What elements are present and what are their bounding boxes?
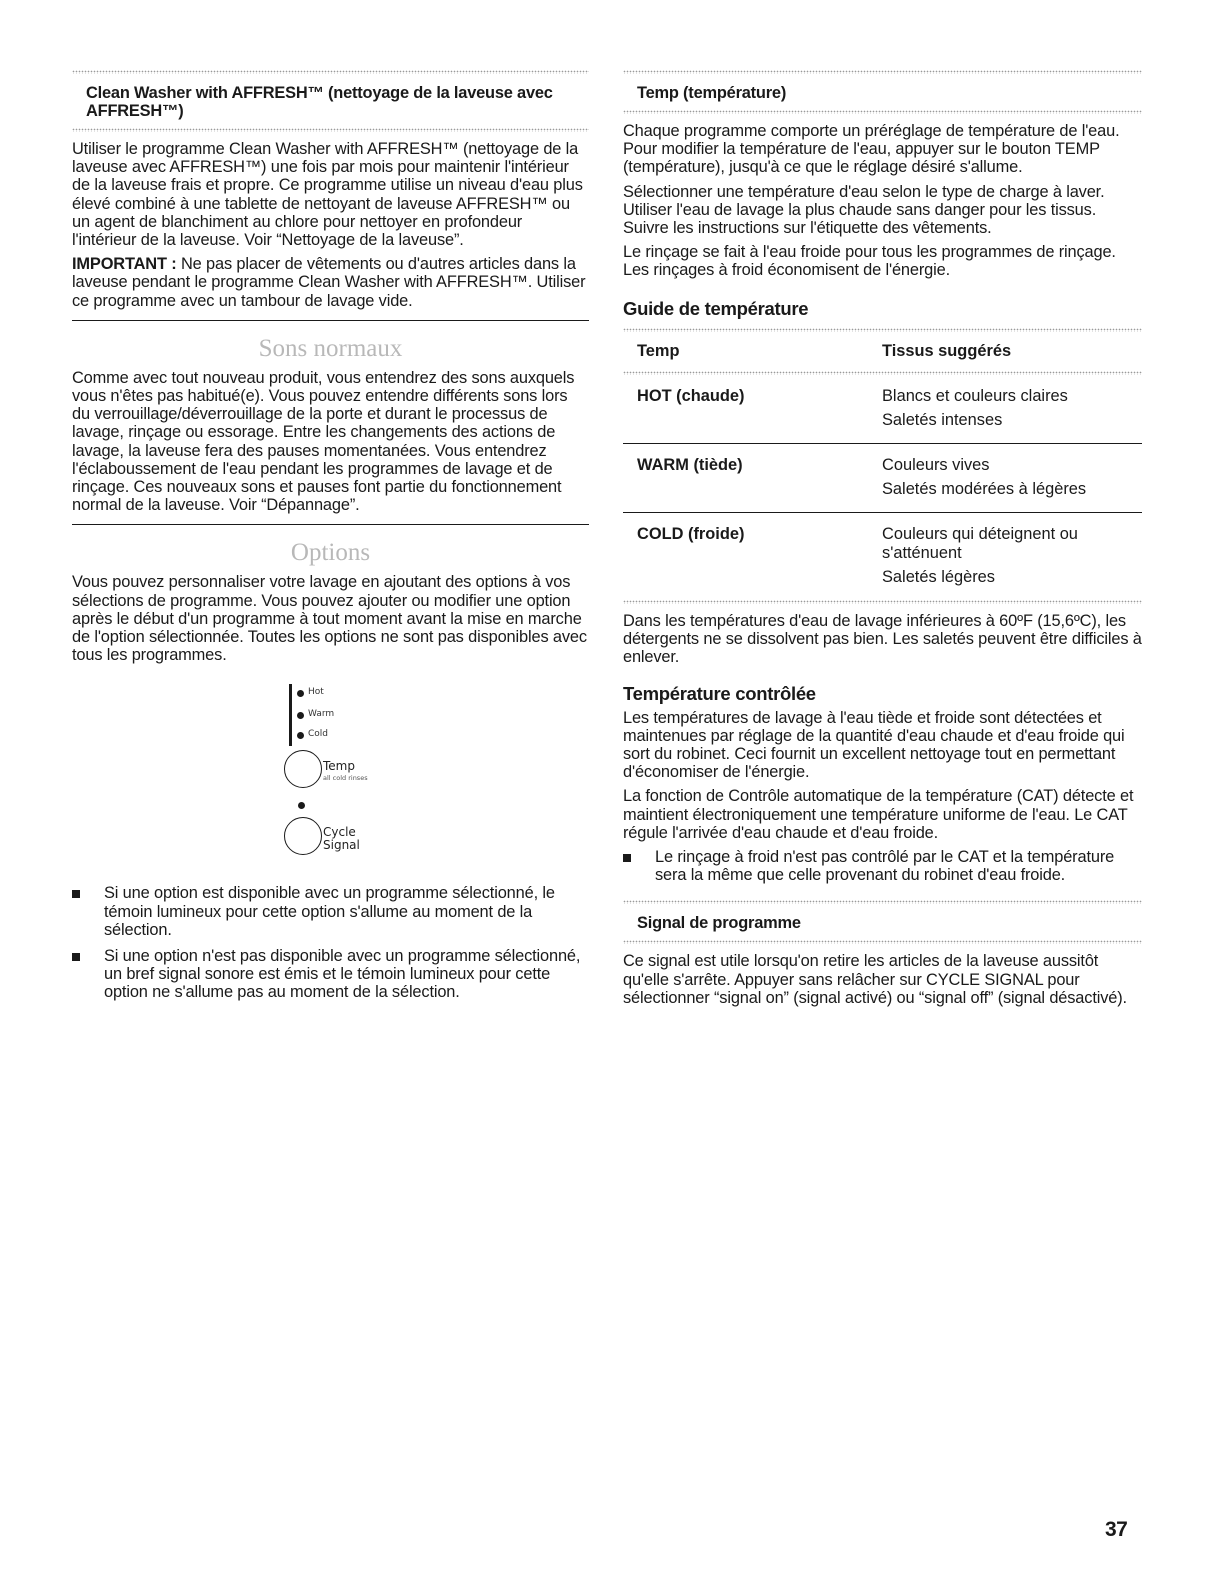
cycle-label: Cycle: [323, 825, 356, 840]
cycle-signal-button[interactable]: [284, 817, 322, 855]
controlled-paragraph-1: Les températures de lavage à l'eau tiède et froide sont détectées et maintenues par réglage de la quantité d'eau chaude et d'eau froide qui sort du robinet. Ceci fournit un excellent nettoyage tout en permettant d'économiser de l'énergie.: [623, 708, 1125, 782]
fabric-line: Couleurs qui déteignent ou s'atténuent: [882, 525, 1078, 562]
row-fabrics: [882, 456, 1086, 504]
row-fabrics: [882, 387, 1068, 435]
temp-paragraph-2: Sélectionner une température d'eau selon le type de charge à laver. Utiliser l'eau de lavage la plus chaude sans danger pour les tissus. Suivre les instructions sur l'étiquette des vêtements.: [623, 182, 1105, 238]
guide-note: Dans les températures d'eau de lavage inférieures à 60ºF (15,6ºC), les détergents ne se dissolvent pas bien. Les saletés peuvent être difficiles à enlever.: [623, 612, 1142, 667]
cycle-signal-indicator-light: [298, 802, 305, 809]
cold-indicator-light: [297, 732, 304, 739]
temp-heading-box: [623, 84, 1142, 102]
row-temp: HOT (chaude): [637, 386, 745, 405]
important-text: Ne pas placer de vêtements ou d'autres articles dans la laveuse pendant le programme Clean Washer with AFFRESH™. Utiliser ce programme avec un tambour de lavage vide.: [72, 255, 586, 310]
clean-washer-heading-box: [72, 84, 589, 120]
signal-label: Signal: [323, 838, 360, 853]
clean-washer-heading: Clean Washer with AFFRESH™ (nettoyage de la laveuse avec AFFRESH™): [86, 84, 553, 120]
dotted-rule: [623, 70, 1142, 74]
dotted-rule: [623, 600, 1142, 604]
signal-heading-box: [623, 914, 1142, 932]
warm-label: Warm: [308, 709, 335, 720]
row-temp: COLD (froide): [637, 525, 745, 544]
controlled-paragraph-2: La fonction de Contrôle automatique de la température (CAT) détecte et maintient électroniquement une température uniforme de l'eau. Le CAT régule l'arrivée d'eau chaude et d'eau froide.: [623, 787, 1134, 842]
signal-heading: Signal de programme: [637, 914, 801, 933]
page-number: 37: [1105, 1518, 1128, 1541]
clean-washer-paragraph: Utiliser le programme Clean Washer with AFFRESH™ (nettoyage de la laveuse avec AFFRESH™) une fois par mois pour maintenir l'intérieur de la laveuse frais et propre. Ce programme utilise un niveau d'eau plus élevé combiné à une tablette de nettoyant de laveuse AFFRESH™ ou un agent de blanchiment au chlore pour nettoyer en profondeur l'intérieur de la laveuse. Voir “Nettoyage de la laveuse”.: [72, 140, 583, 250]
sons-paragraph: Comme avec tout nouveau produit, vous entendrez des sons auxquels vous n'êtes pas habitué(e). Vous pouvez entendre différents sons lors du verrouillage/déverrouillage de la porte et durant le processus de lavage, rinçage ou essorage. Entre les changements des actions de lavage, la laveuse fera des pauses momentanées. Vous entendrez l'éclaboussement de l'eau pendant les programmes de lavage et de rinçage. Ces nouveaux sons et pauses font partie du fonctionnement normal de la laveuse. Voir “Dépannage”.: [72, 368, 575, 515]
fabric-line: Couleurs vives: [882, 456, 990, 475]
guide-title: Guide de température: [623, 297, 809, 319]
dotted-rule: [623, 900, 1142, 904]
signal-paragraph: Ce signal est utile lorsqu'on retire les articles de la laveuse aussitôt qu'elle s'arrête. Appuyer sans relâcher sur CYCLE SIGNAL pour sélectionner “signal on” (signal activé) ou “signal off” (signal désactivé).: [623, 952, 1127, 1007]
temp-paragraph-3: Le rinçage se fait à l'eau froide pour tous les programmes de rinçage. Les rinçages à froid économisent de l'énergie.: [623, 243, 1116, 280]
controlled-temp-title: Température contrôlée: [623, 682, 816, 704]
column-header-temp: Temp: [637, 341, 680, 360]
control-panel-illustration: [72, 674, 589, 870]
soil-line: Saletés légères: [882, 567, 995, 586]
row-fabrics: [882, 525, 1122, 592]
temp-button-label: Temp: [323, 759, 355, 774]
options-title: Options: [290, 539, 371, 567]
table-row: [623, 512, 1142, 600]
temp-heading: Temp (température): [637, 84, 787, 102]
sons-title: Sons normaux: [258, 334, 403, 362]
warm-indicator-light: [297, 712, 304, 719]
row-temp: WARM (tiède): [637, 456, 743, 475]
table-header: [623, 332, 1142, 371]
left-column: [72, 70, 589, 1010]
temp-button[interactable]: [284, 750, 322, 788]
temp-button-sublabel: all cold rinses: [323, 774, 368, 783]
indicator-bar: [289, 684, 292, 746]
important-note: [72, 255, 589, 310]
hot-indicator-light: [297, 690, 304, 697]
table-row: [623, 443, 1142, 512]
fabric-line: Blancs et couleurs claires: [882, 386, 1068, 405]
temp-paragraph-1: Chaque programme comporte un préréglage de température de l'eau. Pour modifier la température de l'eau, appuyer sur le bouton TEMP (température), jusqu'à ce que le réglage désiré s'allume.: [623, 122, 1120, 177]
table-row: [623, 375, 1142, 443]
list-item: Si une option est disponible avec un programme sélectionné, le témoin lumineux pour cette option s'allume au moment de la sélection.: [72, 884, 589, 939]
dotted-rule: [72, 70, 589, 74]
section-divider: [72, 524, 589, 525]
column-header-fabrics: Tissus suggérés: [882, 341, 1012, 360]
right-column: [623, 70, 1142, 1013]
hot-label: Hot: [308, 687, 324, 698]
dotted-rule: [623, 940, 1142, 944]
temperature-guide-table: [623, 328, 1142, 604]
section-divider: [72, 320, 589, 321]
soil-line: Saletés modérées à légères: [882, 480, 1087, 499]
soil-line: Saletés intenses: [882, 410, 1003, 429]
list-item: Le rinçage à froid n'est pas contrôlé par le CAT et la température sera la même que celle provenant du robinet d'eau froide.: [623, 848, 1142, 884]
cold-label: Cold: [308, 729, 329, 740]
dotted-rule: [72, 128, 589, 132]
dotted-rule: [623, 110, 1142, 114]
important-label: IMPORTANT :: [72, 255, 177, 274]
options-paragraph: Vous pouvez personnaliser votre lavage en ajoutant des options à vos sélections de programme. Vous pouvez ajouter ou modifier une option après le début d'un programme à tout moment avant la mise en marche de l'option sélectionnée. Toutes les options ne sont pas disponibles avec tous les programmes.: [72, 573, 587, 665]
list-item: Si une option n'est pas disponible avec un programme sélectionné, un bref signal sonore est émis et le témoin lumineux pour cette option ne s'allume pas au moment de la sélection.: [72, 947, 589, 1002]
